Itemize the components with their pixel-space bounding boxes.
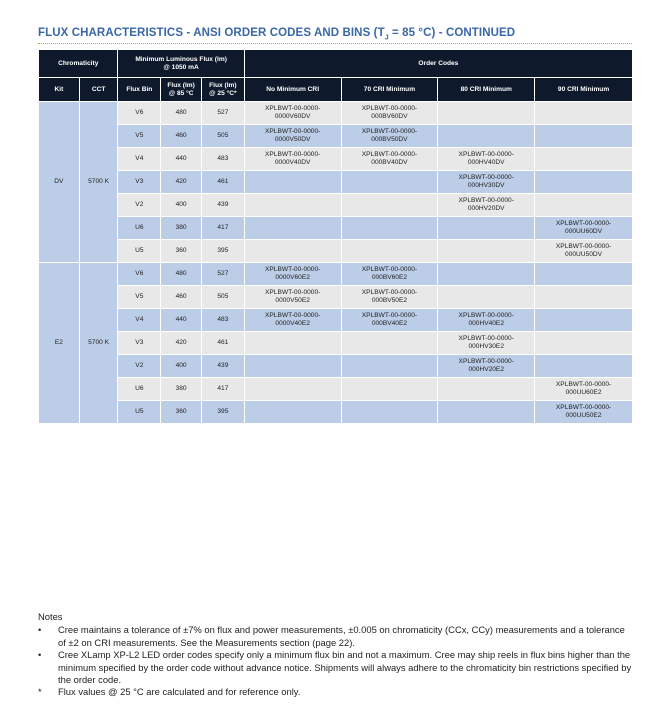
order-code-cri-90: [535, 194, 633, 217]
table-row: [39, 378, 633, 401]
order-code-cri-80: [438, 263, 535, 286]
header-no-min-cri: No Minimum CRI: [244, 78, 341, 102]
order-code-cri-80: XPLBWT-00-0000- 000HV20E2: [438, 355, 535, 378]
notes-section: [38, 611, 634, 699]
order-code-cri-80: XPLBWT-00-0000- 000HV30DV: [438, 171, 535, 194]
note-bullet: •: [38, 624, 42, 636]
note-item: [38, 624, 634, 649]
table-row: [39, 102, 633, 125]
flux-bin-cell: U5: [118, 240, 161, 263]
order-code-cri-70: [341, 355, 438, 378]
order-code-no-min-cri: [244, 171, 341, 194]
order-code-no-min-cri: [244, 217, 341, 240]
note-text: Cree maintains a tolerance of ±7% on flux and power measurements, ±0.005 on chromaticity (CCx, CCy) measurements and a tolerance of ±2 on CRI measurements. See the Measurements section (page 22).: [58, 624, 625, 648]
title-divider: [38, 43, 632, 44]
order-code-cri-80: [438, 217, 535, 240]
notes-list: [38, 624, 634, 698]
order-code-cri-90: [535, 355, 633, 378]
order-code-cri-70: [341, 332, 438, 355]
header-order-codes: Order Codes: [244, 50, 632, 78]
order-code-no-min-cri: XPLBWT-00-0000- 0000V50DV: [244, 125, 341, 148]
order-code-cri-70: XPLBWT-00-0000- 000BV50DV: [341, 125, 438, 148]
order-code-cri-70: [341, 401, 438, 424]
flux-bin-cell: V6: [118, 263, 161, 286]
table-row: [39, 194, 633, 217]
order-code-no-min-cri: XPLBWT-00-0000- 0000V50E2: [244, 286, 341, 309]
header-flux-25: Flux (lm) @ 25 °C*: [201, 78, 244, 102]
flux-25-cell: 527: [201, 102, 244, 125]
order-code-cri-90: [535, 309, 633, 332]
cct-cell: 5700 K: [79, 263, 118, 424]
flux-25-cell: 439: [201, 355, 244, 378]
flux-85-cell: 420: [161, 171, 202, 194]
order-code-cri-70: [341, 240, 438, 263]
note-bullet: *: [38, 686, 42, 698]
order-code-no-min-cri: XPLBWT-00-0000- 0000V40DV: [244, 148, 341, 171]
flux-25-cell: 395: [201, 401, 244, 424]
cct-cell: 5700 K: [79, 102, 118, 263]
order-code-cri-80: [438, 401, 535, 424]
note-text: Cree XLamp XP-L2 LED order codes specify only a minimum flux bin and not a maximum. Cree may ship reels in flux bins higher than the minimum specified by the order code without advance notice. Shipments will always adhere to the chromaticity bin restrictions specified by the order code.: [58, 649, 632, 686]
note-bullet: •: [38, 649, 42, 661]
order-code-cri-90: XPLBWT-00-0000- 000UU50E2: [535, 401, 633, 424]
order-code-cri-80: [438, 102, 535, 125]
flux-bin-cell: U6: [118, 217, 161, 240]
order-code-cri-90: [535, 263, 633, 286]
note-text: Flux values @ 25 °C are calculated and for reference only.: [58, 686, 301, 698]
order-code-cri-90: [535, 125, 633, 148]
order-code-cri-70: XPLBWT-00-0000- 000BV60E2: [341, 263, 438, 286]
order-code-cri-70: [341, 194, 438, 217]
order-code-no-min-cri: [244, 378, 341, 401]
order-code-cri-90: [535, 286, 633, 309]
order-code-cri-90: XPLBWT-00-0000- 000UU60E2: [535, 378, 633, 401]
flux-85-cell: 400: [161, 355, 202, 378]
kit-cell: DV: [39, 102, 80, 263]
table-row: [39, 332, 633, 355]
header-cct: CCT: [79, 78, 118, 102]
table-row: [39, 401, 633, 424]
table-row: [39, 171, 633, 194]
flux-bin-cell: U6: [118, 378, 161, 401]
flux-bin-cell: V5: [118, 286, 161, 309]
order-code-cri-80: XPLBWT-00-0000- 000HV20DV: [438, 194, 535, 217]
header-flux-85: Flux (lm) @ 85 °C: [161, 78, 202, 102]
order-code-cri-90: [535, 102, 633, 125]
flux-85-cell: 460: [161, 125, 202, 148]
order-code-no-min-cri: XPLBWT-00-0000- 0000V40E2: [244, 309, 341, 332]
order-code-no-min-cri: [244, 240, 341, 263]
flux-85-cell: 420: [161, 332, 202, 355]
flux-bin-cell: V3: [118, 171, 161, 194]
order-code-no-min-cri: [244, 194, 341, 217]
order-code-no-min-cri: [244, 355, 341, 378]
note-item: [38, 649, 634, 686]
table-row: [39, 125, 633, 148]
order-code-cri-70: XPLBWT-00-0000- 000BV50E2: [341, 286, 438, 309]
flux-25-cell: 527: [201, 263, 244, 286]
flux-25-cell: 395: [201, 240, 244, 263]
order-code-no-min-cri: [244, 401, 341, 424]
flux-85-cell: 440: [161, 309, 202, 332]
table-row: [39, 309, 633, 332]
order-code-cri-90: [535, 332, 633, 355]
flux-25-cell: 505: [201, 125, 244, 148]
table-row: [39, 263, 633, 286]
order-code-cri-90: [535, 148, 633, 171]
order-code-cri-70: XPLBWT-00-0000- 000BV40DV: [341, 148, 438, 171]
order-code-cri-90: XPLBWT-00-0000- 000UU50DV: [535, 240, 633, 263]
order-code-cri-90: [535, 171, 633, 194]
flux-25-cell: 483: [201, 309, 244, 332]
flux-85-cell: 480: [161, 263, 202, 286]
order-code-cri-80: XPLBWT-00-0000- 000HV30E2: [438, 332, 535, 355]
flux-25-cell: 417: [201, 217, 244, 240]
flux-25-cell: 505: [201, 286, 244, 309]
order-code-cri-70: XPLBWT-00-0000- 000BV60DV: [341, 102, 438, 125]
flux-85-cell: 480: [161, 102, 202, 125]
flux-bin-cell: V2: [118, 355, 161, 378]
order-code-cri-80: XPLBWT-00-0000- 000HV40DV: [438, 148, 535, 171]
note-item: [38, 686, 634, 698]
notes-heading: Notes: [38, 611, 63, 622]
order-code-cri-80: [438, 240, 535, 263]
table-row: [39, 355, 633, 378]
order-code-no-min-cri: XPLBWT-00-0000- 0000V60DV: [244, 102, 341, 125]
table-row: [39, 217, 633, 240]
header-cri-70: 70 CRI Minimum: [341, 78, 438, 102]
flux-85-cell: 460: [161, 286, 202, 309]
header-cri-80: 80 CRI Minimum: [438, 78, 535, 102]
flux-bin-cell: V4: [118, 309, 161, 332]
order-code-cri-70: [341, 217, 438, 240]
flux-85-cell: 380: [161, 217, 202, 240]
flux-table-body: [39, 102, 633, 424]
order-code-cri-80: XPLBWT-00-0000- 000HV40E2: [438, 309, 535, 332]
flux-85-cell: 360: [161, 240, 202, 263]
flux-table: [38, 49, 633, 424]
flux-85-cell: 360: [161, 401, 202, 424]
order-code-cri-80: [438, 378, 535, 401]
flux-bin-cell: U5: [118, 401, 161, 424]
flux-bin-cell: V2: [118, 194, 161, 217]
table-row: [39, 148, 633, 171]
kit-cell: E2: [39, 263, 80, 424]
table-row: [39, 286, 633, 309]
page-title: FLUX CHARACTERISTICS - ANSI ORDER CODES AND BINS ($T_J = 85$ °C) - CONTINUED: [38, 27, 516, 42]
order-code-no-min-cri: [244, 332, 341, 355]
flux-25-cell: 461: [201, 171, 244, 194]
flux-85-cell: 440: [161, 148, 202, 171]
flux-bin-cell: V3: [118, 332, 161, 355]
order-code-cri-90: XPLBWT-00-0000- 000UU60DV: [535, 217, 633, 240]
flux-25-cell: 483: [201, 148, 244, 171]
flux-bin-cell: V5: [118, 125, 161, 148]
order-code-cri-80: [438, 286, 535, 309]
flux-bin-cell: V6: [118, 102, 161, 125]
flux-85-cell: 400: [161, 194, 202, 217]
header-chromaticity: Chromaticity: [39, 50, 118, 78]
header-cri-90: 90 CRI Minimum: [535, 78, 633, 102]
flux-25-cell: 417: [201, 378, 244, 401]
order-code-cri-70: [341, 378, 438, 401]
flux-bin-cell: V4: [118, 148, 161, 171]
flux-85-cell: 380: [161, 378, 202, 401]
flux-25-cell: 461: [201, 332, 244, 355]
flux-25-cell: 439: [201, 194, 244, 217]
table-row: [39, 240, 633, 263]
order-code-cri-80: [438, 125, 535, 148]
header-kit: Kit: [39, 78, 80, 102]
header-flux-bin: Flux Bin: [118, 78, 161, 102]
order-code-cri-70: XPLBWT-00-0000- 000BV40E2: [341, 309, 438, 332]
header-min-flux: Minimum Luminous Flux (lm) @ 1050 mA: [118, 50, 244, 78]
order-code-cri-70: [341, 171, 438, 194]
order-code-no-min-cri: XPLBWT-00-0000- 0000V60E2: [244, 263, 341, 286]
